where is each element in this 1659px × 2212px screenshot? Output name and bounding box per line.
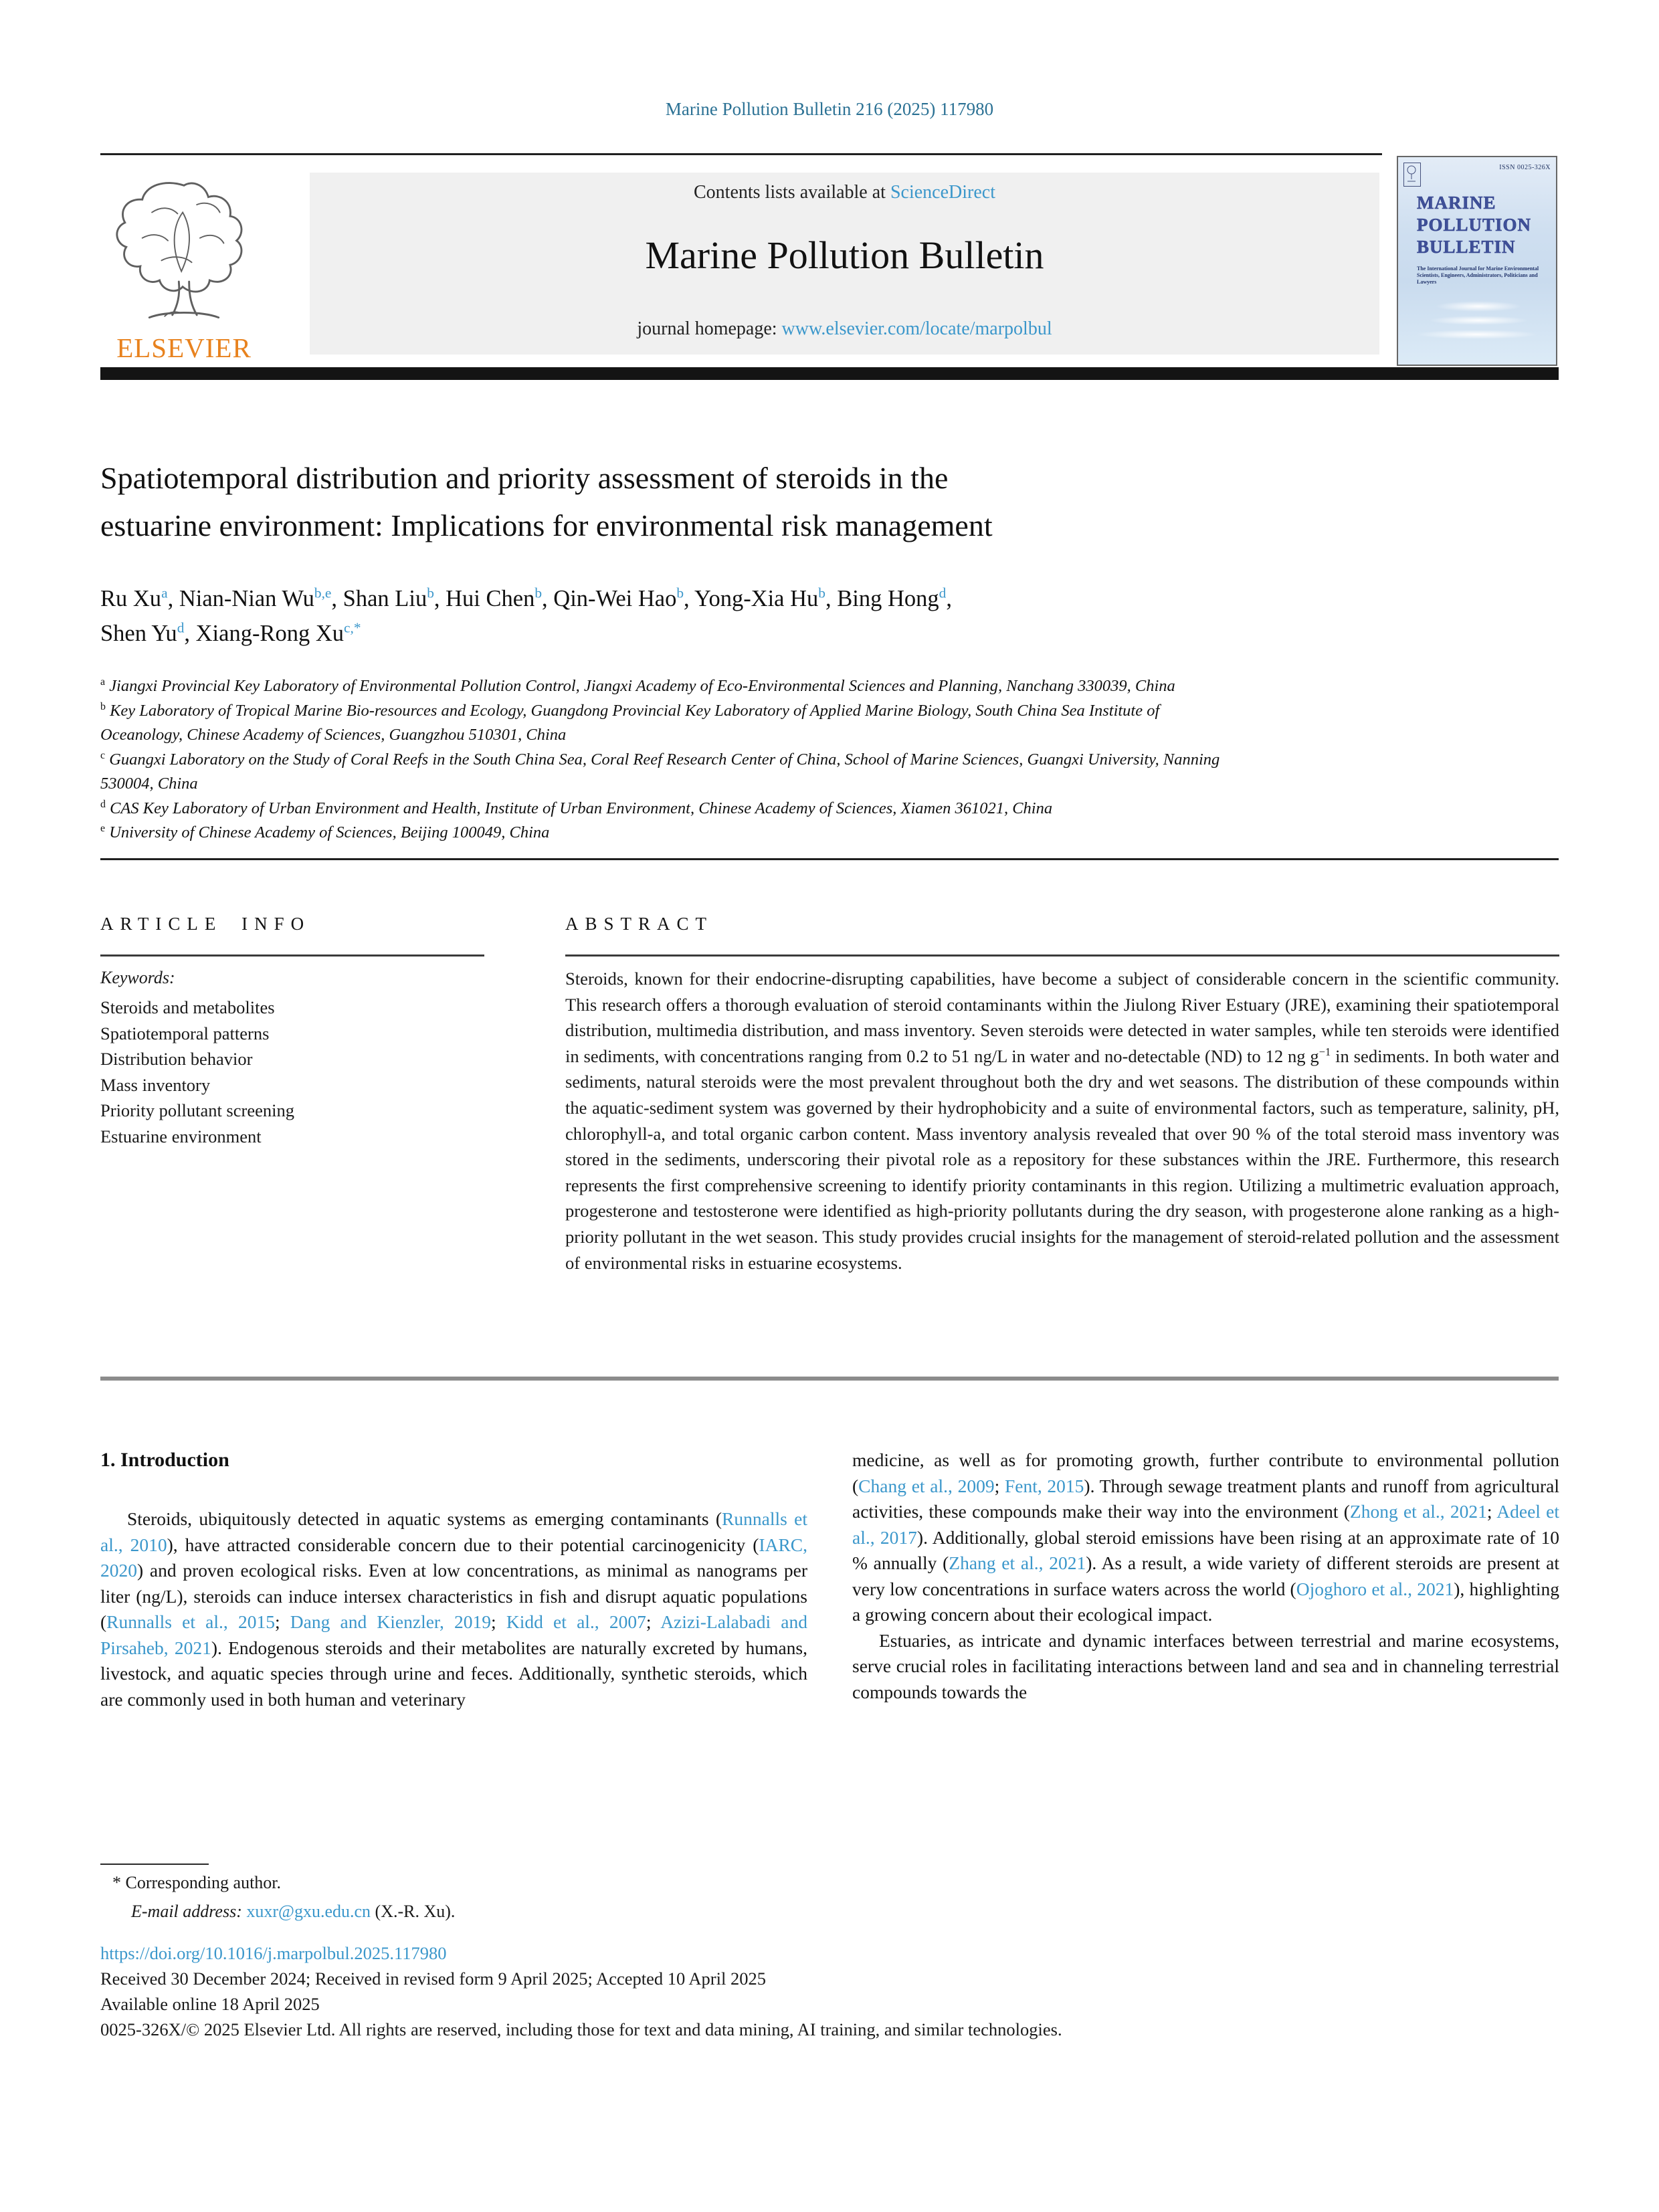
text-segment: Steroids, ubiquitously detected in aquatic systems as emerging contaminants ( xyxy=(127,1508,722,1529)
text-segment: ; xyxy=(646,1611,661,1632)
sciencedirect-link[interactable]: ScienceDirect xyxy=(890,182,995,203)
keyword-item: Steroids and metabolites xyxy=(100,997,275,1017)
cover-wave-art xyxy=(1435,301,1522,312)
affiliation-d xyxy=(100,797,1559,821)
inline-link[interactable]: Kidd et al., 2007 xyxy=(506,1611,646,1632)
text-segment: ). As a result, a wide variety of different steroids are present at very low concentrations in surface waters across the world ( xyxy=(852,1552,1559,1599)
text-segment: ). Through sewage treatment plants and runoff from agricultural activities, these compounds make their way into the environment ( xyxy=(852,1475,1559,1522)
inline-link[interactable]: b xyxy=(818,585,825,601)
text-segment: ; xyxy=(1486,1501,1497,1522)
inline-link[interactable]: Runnalls et al., 2010 xyxy=(100,1508,807,1555)
cover-title xyxy=(1417,192,1531,258)
email-line xyxy=(131,1902,455,1922)
cover-subtitle: The International Journal for Marine Environmental Scientists, Engineers, Administrators, Politicians and Lawyers xyxy=(1417,266,1539,285)
corresponding-author-note: * Corresponding author. xyxy=(112,1873,282,1892)
affiliation-text: Guangxi Laboratory on the Study of Coral Reefs in the South China Sea, Coral Reef Research Center of China, School of Marine Sciences, Guangxi University, Nanning xyxy=(109,750,1220,769)
text-segment: ; xyxy=(491,1611,506,1632)
keyword-item: Estuarine environment xyxy=(100,1126,262,1146)
authors-line2 xyxy=(100,621,1559,647)
text-segment: ), highlighting a growing concern about their ecological impact. xyxy=(852,1578,1559,1625)
affiliation-text: CAS Key Laboratory of Urban Environment and Health, Institute of Urban Environment, Chinese Academy of Sciences, Xiamen 361021, China xyxy=(110,799,1053,817)
received-dates: Received 30 December 2024; Received in revised form 9 April 2025; Accepted 10 April 2025 xyxy=(100,1969,766,1989)
inline-link[interactable]: Dang and Kienzler, 2019 xyxy=(290,1611,492,1632)
text-segment: medicine, as well as for promoting growth, further contribute to environmental pollution ( xyxy=(852,1449,1559,1496)
abstract-text xyxy=(565,966,1559,1276)
text-segment: ) and proven ecological risks. Even at low concentrations, as minimal as nanograms per liter (ng/L), steroids can induce intersex characteristics in fish and disrupt aquatic populations ( xyxy=(100,1560,807,1632)
text-segment: (X.-R. Xu). xyxy=(371,1902,456,1921)
authors-line1 xyxy=(100,586,1559,612)
copyright-line: 0025-326X/© 2025 Elsevier Ltd. All rights are reserved, including those for text and data mining, AI training, and similar technologies. xyxy=(100,2019,1062,2039)
article-title-line2: estuarine environment: Implications for environmental risk management xyxy=(100,508,993,542)
text-segment: , xyxy=(946,586,952,611)
text-segment: Ru Xu xyxy=(100,586,162,611)
body-left-column xyxy=(100,1506,807,1712)
inline-link[interactable]: Runnalls et al., 2015 xyxy=(106,1611,275,1632)
cover-title-line3: BULLETIN xyxy=(1417,237,1516,257)
cover-title-line1: MARINE xyxy=(1417,193,1496,213)
affiliation-marker: d xyxy=(100,798,106,810)
text-segment: , Bing Hong xyxy=(825,586,939,611)
body-right-column xyxy=(852,1447,1559,1705)
abstract-heading: ABSTRACT xyxy=(565,914,714,934)
abstract-bottom-rule xyxy=(100,1377,1559,1381)
doi-link[interactable]: https://doi.org/10.1016/j.marpolbul.2025.117980 xyxy=(100,1943,447,1963)
inline-link[interactable]: d xyxy=(939,585,947,601)
footnote-rule xyxy=(100,1864,209,1865)
affiliation-text: Key Laboratory of Tropical Marine Bio-resources and Ecology, Guangdong Provincial Key Laboratory of Applied Marine Biology, South China Sea Institute of xyxy=(110,701,1160,720)
contents-prefix: Contents lists available at xyxy=(694,182,890,203)
keyword-item: Priority pollutant screening xyxy=(100,1100,294,1120)
journal-cover-thumbnail[interactable] xyxy=(1397,156,1557,366)
masthead-banner xyxy=(310,173,1379,355)
inline-link[interactable]: IARC, 2020 xyxy=(100,1534,807,1581)
affiliation-marker: c xyxy=(100,749,106,761)
text-segment: ; xyxy=(994,1475,1005,1496)
inline-link[interactable]: b xyxy=(534,585,543,601)
inline-link[interactable]: Zhang et al., 2021 xyxy=(949,1552,1086,1573)
intro-paragraph-1-left xyxy=(100,1506,807,1712)
top-rule xyxy=(100,153,1382,155)
text-segment: , Xiang-Rong Xu xyxy=(184,621,344,646)
inline-link[interactable]: Fent, 2015 xyxy=(1004,1475,1084,1496)
text-segment: , Qin-Wei Hao xyxy=(542,586,677,611)
text-segment: Steroids, known for their endocrine-disrupting capabilities, have become a subject of considerable concern in the scientific community. This research offers a thorough evaluation of steroid contaminants within the Jiulong River Estuary (JRE), examining their spatiotemporal distribution, multimedia distribution, and mass inventory. Seven steroids were detected in water samples, while ten steroids were identified in sediments, with concentrations ranging from 0.2 to 51 ng/L in water and no-detectable (ND) to 12 ng g xyxy=(565,969,1559,1066)
affiliation-a xyxy=(100,674,1559,699)
text-segment: ). Endogenous steroids and their metabolites are naturally excreted by humans, livestock, and aquatic species through urine and feces. Additionally, synthetic steroids, which are commonly used in both human and veterinary xyxy=(100,1637,807,1710)
inline-link[interactable]: Ojoghoro et al., 2021 xyxy=(1296,1578,1454,1599)
homepage-prefix: journal homepage: xyxy=(637,318,782,339)
text-segment: −1 xyxy=(1319,1045,1331,1058)
affiliations xyxy=(100,674,1559,845)
keyword-item: Distribution behavior xyxy=(100,1049,253,1069)
inline-link[interactable]: xuxr@gxu.edu.cn xyxy=(246,1902,371,1921)
inline-link[interactable]: Azizi-Lalabadi and Pirsaheb, 2021 xyxy=(100,1611,807,1658)
inline-link[interactable]: b xyxy=(427,585,434,601)
text-segment: , Hui Chen xyxy=(433,586,535,611)
affiliation-b xyxy=(100,699,1559,724)
masthead-bottom-bar xyxy=(100,367,1559,380)
keyword-item: Mass inventory xyxy=(100,1074,211,1095)
homepage-line xyxy=(310,318,1379,340)
affiliation-e xyxy=(100,821,1559,845)
article-title-line1: Spatiotemporal distribution and priority assessment of steroids in the xyxy=(100,461,949,495)
intro-paragraph-1-right xyxy=(852,1447,1559,1628)
text-segment: E-mail address: xyxy=(131,1902,242,1921)
text-segment: , Yong-Xia Hu xyxy=(684,586,819,611)
inline-link[interactable]: d xyxy=(177,619,185,636)
intro-paragraph-2: Estuaries, as intricate and dynamic interfaces between terrestrial and marine ecosystems, serve crucial roles in facilitating interactions between land and sea and in channeling terrestrial compounds towards the xyxy=(852,1629,1559,1702)
cover-wave-art xyxy=(1428,316,1529,325)
journal-reference-link[interactable]: Marine Pollution Bulletin 216 (2025) 117980 xyxy=(665,99,994,119)
affiliation-marker: a xyxy=(100,676,106,688)
cover-issn: ISSN 0025-326X xyxy=(1499,164,1551,171)
affiliation-text: 530004, China xyxy=(100,775,198,793)
keyword-item: Spatiotemporal patterns xyxy=(100,1023,270,1043)
journal-title: Marine Pollution Bulletin xyxy=(645,233,1044,277)
text-segment: in sediments. In both water and sediments, natural steroids were the most prevalent throughout both the dry and wet seasons. The distribution of these compounds within the aquatic-sediment system was governed by their hydrophobicity and a suite of environmental factors, such as temperature, salinity, pH, chlorophyll-a, and total organic carbon content. Mass inventory analysis revealed that over 90 % of the total steroid mass inventory was stored in the sediments, underscoring their pivotal role as a repository for these substances within the JRE. Furthermore, this research represents the first comprehensive screening to identify priority contaminants in this region. Utilizing a multimetric evaluation approach, progesterone and testosterone were identified as high-priority pollutants during the dry season, with progesterone alone ranking as a high-priority pollutant in the wet season. This study provides crucial insights for the management of steroid-related pollution and the assessment of environmental risks in estuarine ecosystems. xyxy=(565,1045,1559,1273)
text-segment: Shen Yu xyxy=(100,621,177,646)
affiliation-text: Oceanology, Chinese Academy of Sciences, Guangzhou 510301, China xyxy=(100,726,567,744)
article-info-rule xyxy=(100,954,484,957)
affiliation-c xyxy=(100,748,1559,773)
text-segment: ), have attracted considerable concern due to their potential carcinogenicity ( xyxy=(167,1534,759,1555)
text-segment: , Shan Liu xyxy=(331,586,427,611)
inline-link[interactable]: c,* xyxy=(343,619,361,636)
text-segment: , Nian-Nian Wu xyxy=(167,586,314,611)
text-segment: ; xyxy=(274,1611,290,1632)
affiliation-text: Jiangxi Provincial Key Laboratory of Environmental Pollution Control, Jiangxi Academy of Eco-Environmental Sciences and Planning, Nanchang 330039, China xyxy=(109,677,1175,695)
text-segment: ). Additionally, global steroid emissions have been rising at an approximate rate of 10 % annually ( xyxy=(852,1526,1559,1573)
elsevier-wordmark: ELSEVIER xyxy=(116,332,252,363)
available-online: Available online 18 April 2025 xyxy=(100,1994,320,2014)
inline-link[interactable]: Zhong et al., 2021 xyxy=(1349,1501,1487,1522)
affiliation-c-cont xyxy=(100,772,1559,797)
abstract-rule xyxy=(565,954,1559,957)
homepage-url-link[interactable]: www.elsevier.com/locate/marpolbul xyxy=(781,318,1052,339)
affiliation-text: University of Chinese Academy of Sciences, Beijing 100049, China xyxy=(109,823,550,841)
keywords-list xyxy=(100,995,488,1149)
keywords-label: Keywords: xyxy=(100,968,175,987)
article-info-heading: ARTICLE INFO xyxy=(100,914,311,934)
contents-line xyxy=(310,182,1379,203)
cover-elsevier-mark-icon xyxy=(1403,163,1421,187)
elsevier-logo[interactable] xyxy=(100,174,268,364)
inline-link[interactable]: b xyxy=(676,585,684,601)
affiliation-b-cont xyxy=(100,723,1559,748)
inline-link[interactable]: a xyxy=(161,585,168,601)
inline-link[interactable]: b,e xyxy=(314,585,332,601)
cover-wave-art xyxy=(1415,330,1539,339)
elsevier-tree-icon xyxy=(100,174,268,328)
inline-link[interactable]: Chang et al., 2009 xyxy=(858,1475,995,1496)
cover-title-line2: POLLUTION xyxy=(1417,215,1532,235)
section-heading-introduction: 1. Introduction xyxy=(100,1449,229,1471)
affiliation-marker: e xyxy=(100,822,106,834)
section-divider-rule xyxy=(100,858,1559,860)
inline-link[interactable]: Adeel et al., 2017 xyxy=(852,1501,1559,1548)
affiliation-marker: b xyxy=(100,700,106,712)
